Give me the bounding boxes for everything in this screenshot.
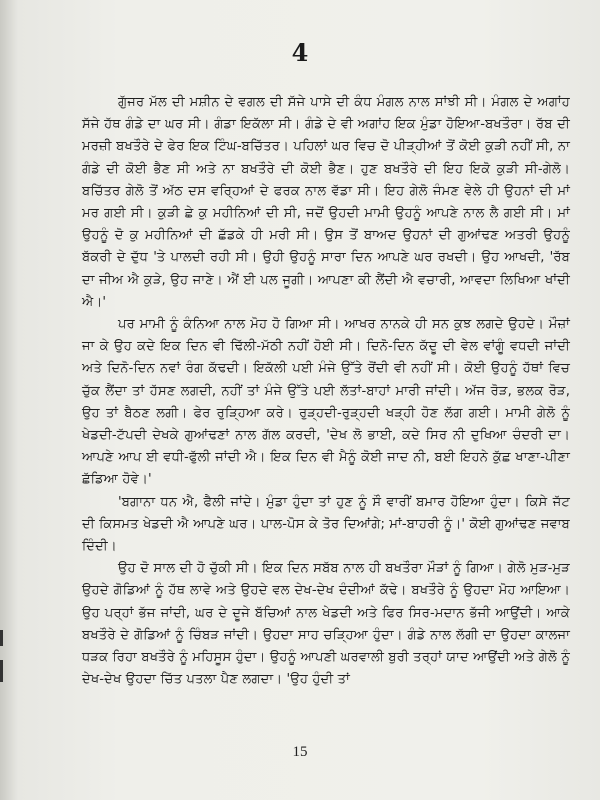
- gutter-mark: [0, 660, 3, 682]
- page-number: 15: [292, 744, 308, 760]
- paragraph: ਪਰ ਮਾਮੀ ਨੂੰ ਕੰਨਿਆ ਨਾਲ ਮੋਹ ਹੋ ਗਿਆ ਸੀ। ਆਖਰ ਨਾਨਕੇ ਹੀ ਸਨ ਕੁਝ ਲਗਦੇ ਉਹਦੇ। ਮੌਜ਼ਾਂ ਜਾ ਕੇ ਉਹ ਕਦੇ ਇਕ ਦਿਨ ਵੀ ਢਿੱਲੀ-ਮੱਠੀ ਨਹੀਂ ਹੋਈ ਸੀ। ਦਿਨੋ-ਦਿਨ ਕੱਦੂ ਦੀ ਵੇਲ ਵਾਂਗੂੰ ਵਧਦੀ ਜਾਂਦੀ ਅਤੇ ਦਿਨੋ-ਦਿਨ ਨਵਾਂ ਰੰਗ ਕੱਢਦੀ। ਇਕੱਲੀ ਪਈ ਮੰਜੇ ਉੱਤੇ ਰੋਂਦੀ ਵੀ ਨਹੀਂ ਸੀ। ਕੋਈ ਉਹਨੂੰ ਹੱਥਾਂ ਵਿਚ ਚੁੱਕ ਲੈਂਦਾ ਤਾਂ ਹੱਸਣ ਲਗਦੀ, ਨਹੀਂ ਤਾਂ ਮੰਜੇ ਉੱਤੇ ਪਈ ਲੱਤਾਂ-ਬਾਹਾਂ ਮਾਰੀ ਜਾਂਦੀ। ਅੱਜ ਰੋੜ, ਭਲਕ ਰੋੜ, ਉਹ ਤਾਂ ਬੈਠਣ ਲਗੀ। ਫੇਰ ਰੁੜ੍ਹਿਆ ਕਰੇ। ਰੁੜ੍ਹਦੀ-ਰੁੜ੍ਹਦੀ ਖੜ੍ਹੀ ਹੋਣ ਲੱਗ ਗਈ। ਮਾਮੀ ਗੇਲੋ ਨੂੰ ਖੇਡਦੀ-ਟੱਪਦੀ ਦੇਖਕੇ ਗੁਆਂਢਣਾਂ ਨਾਲ ਗੱਲ ਕਰਦੀ, 'ਦੇਖ ਲੋ ਭਾਈ, ਕਦੇ ਸਿਰ ਨੀ ਦੁਖਿਆ ਚੰਦਰੀ ਦਾ। ਆਪਣੇ ਆਪ ਈ ਵਧੀ-ਫੁੱਲੀ ਜਾਂਦੀ ਐ। ਇਕ ਦਿਨ ਵੀ ਮੈਨੂੰ ਕੋਈ ਜਾਦ ਨੀ, ਬਈ ਇਹਨੇ ਕੁੱਛ ਖਾਣਾ-ਪੀਣਾ ਛੱਡਿਆ ਹੋਵੇ।': [82, 317, 570, 488]
- paragraph: 'ਬਗਾਨਾ ਧਨ ਐ, ਫੈਲੀ ਜਾਂਦੇ। ਮੁੰਡਾ ਹੁੰਦਾ ਤਾਂ ਹੁਣ ਨੂੰ ਸੌ ਵਾਰੀਂ ਬਮਾਰ ਹੋਇਆ ਹੁੰਦਾ। ਕਿਸੇ ਜੱਟ ਦੀ ਕਿਸਮਤ ਖੇਡਦੀ ਐ ਆਪਣੇ ਘਰ। ਪਾਲ-ਪੋਸ ਕੇ ਤੋਰ ਦਿਆਂਗੇ; ਮਾਂ-ਬਾਹਰੀ ਨੂੰ।' ਕੋਈ ਗੁਆਂਢਣ ਜਵਾਬ ਦਿੰਦੀ।: [82, 494, 570, 555]
- paragraph: ਉਹ ਦੋ ਸਾਲ ਦੀ ਹੋ ਚੁੱਕੀ ਸੀ। ਇਕ ਦਿਨ ਸਬੱਬ ਨਾਲ ਹੀ ਬਖਤੌਰਾ ਮੌੜਾਂ ਨੂੰ ਗਿਆ। ਗੇਲੋ ਮੁੜ-ਮੁੜ ਉਹਦੇ ਗੋਡਿਆਂ ਨੂੰ ਹੱਥ ਲਾਵੇ ਅਤੇ ਉਹਦੇ ਵਲ ਦੇਖ-ਦੇਖ ਦੰਦੀਆਂ ਕੱਢੇ। ਬਖਤੌਰੇ ਨੂੰ ਉਹਦਾ ਮੋਹ ਆਇਆ। ਉਹ ਪਰ੍ਹਾਂ ਭੱਜ ਜਾਂਦੀ, ਘਰ ਦੇ ਦੂਜੇ ਬੱਚਿਆਂ ਨਾਲ ਖੇਡਦੀ ਅਤੇ ਫਿਰ ਸਿਰ-ਮਦਾਨ ਭੱਜੀ ਆਉਂਦੀ। ਆਕੇ ਬਖਤੌਰੇ ਦੇ ਗੋਡਿਆਂ ਨੂੰ ਚਿੰਬੜ ਜਾਂਦੀ। ਉਹਦਾ ਸਾਹ ਚੜ੍ਹਿਆ ਹੁੰਦਾ। ਗੰਡੇ ਨਾਲ ਲੱਗੀ ਦਾ ਉਹਦਾ ਕਾਲਜਾ ਧੜਕ ਰਿਹਾ ਬਖਤੌਰੇ ਨੂੰ ਮਹਿਸੂਸ ਹੁੰਦਾ। ਉਹਨੂੰ ਆਪਣੀ ਘਰਵਾਲੀ ਬੁਰੀ ਤਰ੍ਹਾਂ ਯਾਦ ਆਉਂਦੀ ਅਤੇ ਗੇਲੋ ਨੂੰ ਦੇਖ-ਦੇਖ ਉਹਦਾ ਚਿੱਤ ਪਤਲਾ ਪੈਣ ਲਗਦਾ। 'ਉਹ ਹੁੰਦੀ ਤਾਂ: [82, 561, 570, 688]
- chapter-body: [82, 92, 570, 691]
- paragraph: ਗੁੱਜਰ ਮੱਲ ਦੀ ਮਸ਼ੀਨ ਦੇ ਵਗਲ ਦੀ ਸੱਜੇ ਪਾਸੇ ਦੀ ਕੰਧ ਮੰਗਲ ਨਾਲ ਸਾਂਝੀ ਸੀ। ਮੰਗਲ ਦੇ ਅਗਾਂਹ ਸੱਜੇ ਹੱਥ ਗੰਡੇ ਦਾ ਘਰ ਸੀ। ਗੰਡਾ ਇਕੱਲਾ ਸੀ। ਗੰਡੇ ਦੇ ਵੀ ਅਗਾਂਹ ਇਕ ਮੁੰਡਾ ਹੋਇਆ-ਬਖਤੌਰਾ। ਰੱਬ ਦੀ ਮਰਜ਼ੀ ਬਖਤੌਰੇ ਦੇ ਫੇਰ ਇਕ ਟਿੰਘ-ਬਚਿੱਤਰ। ਪਹਿਲਾਂ ਘਰ ਵਿਚ ਦੋ ਪੀੜ੍ਹੀਆਂ ਤੋਂ ਕੋਈ ਕੁੜੀ ਨਹੀਂ ਸੀ, ਨਾ ਗੰਡੇ ਦੀ ਕੋਈ ਭੈਣ ਸੀ ਅਤੇ ਨਾ ਬਖਤੌਰੇ ਦੀ ਕੋਈ ਭੈਣ। ਹੁਣ ਬਖਤੌਰੇ ਦੀ ਇਹ ਇਕੋ ਕੁੜੀ ਸੀ-ਗੇਲੋ। ਬਚਿੱਤਰ ਗੇਲੋ ਤੋਂ ਅੱਠ ਦਸ ਵਰ੍ਹਿਆਂ ਦੇ ਫਰਕ ਨਾਲ ਵੱਡਾ ਸੀ। ਇਹ ਗੇਲੋ ਜੰਮਣ ਵੇਲੇ ਹੀ ਉਹਨਾਂ ਦੀ ਮਾਂ ਮਰ ਗਈ ਸੀ। ਕੁੜੀ ਛੇ ਕੁ ਮਹੀਨਿਆਂ ਦੀ ਸੀ, ਜਦੋਂ ਉਹਦੀ ਮਾਮੀ ਉਹਨੂੰ ਆਪਣੇ ਨਾਲ ਲੈ ਗਈ ਸੀ। ਮਾਂ ਉਹਨੂੰ ਦੋ ਕੁ ਮਹੀਨਿਆਂ ਦੀ ਛੱਡਕੇ ਹੀ ਮਰੀ ਸੀ। ਉਸ ਤੋਂ ਬਾਅਦ ਉਹਨਾਂ ਦੀ ਗੁਆਂਢਣ ਅਤਰੀ ਉਹਨੂੰ ਬੱਕਰੀ ਦੇ ਦੁੱਧ 'ਤੇ ਪਾਲਦੀ ਰਹੀ ਸੀ। ਉਹੀ ਉਹਨੂੰ ਸਾਰਾ ਦਿਨ ਆਪਣੇ ਘਰ ਰਖਦੀ। ਉਹ ਆਖਦੀ, 'ਰੱਬ ਦਾ ਜੀਅ ਐ ਕੁੜੇ, ਉਹ ਜਾਣੇ। ਐਂ ਈ ਪਲ ਜੂਗੀ। ਆਪਣਾ ਕੀ ਲੈਂਦੀ ਐ ਵਚਾਰੀ, ਆਵਦਾ ਲਿਖਿਆ ਖਾਂਦੀ ਐ।': [82, 95, 570, 310]
- chapter-number: 4: [291, 38, 309, 67]
- gutter-mark: [0, 630, 3, 646]
